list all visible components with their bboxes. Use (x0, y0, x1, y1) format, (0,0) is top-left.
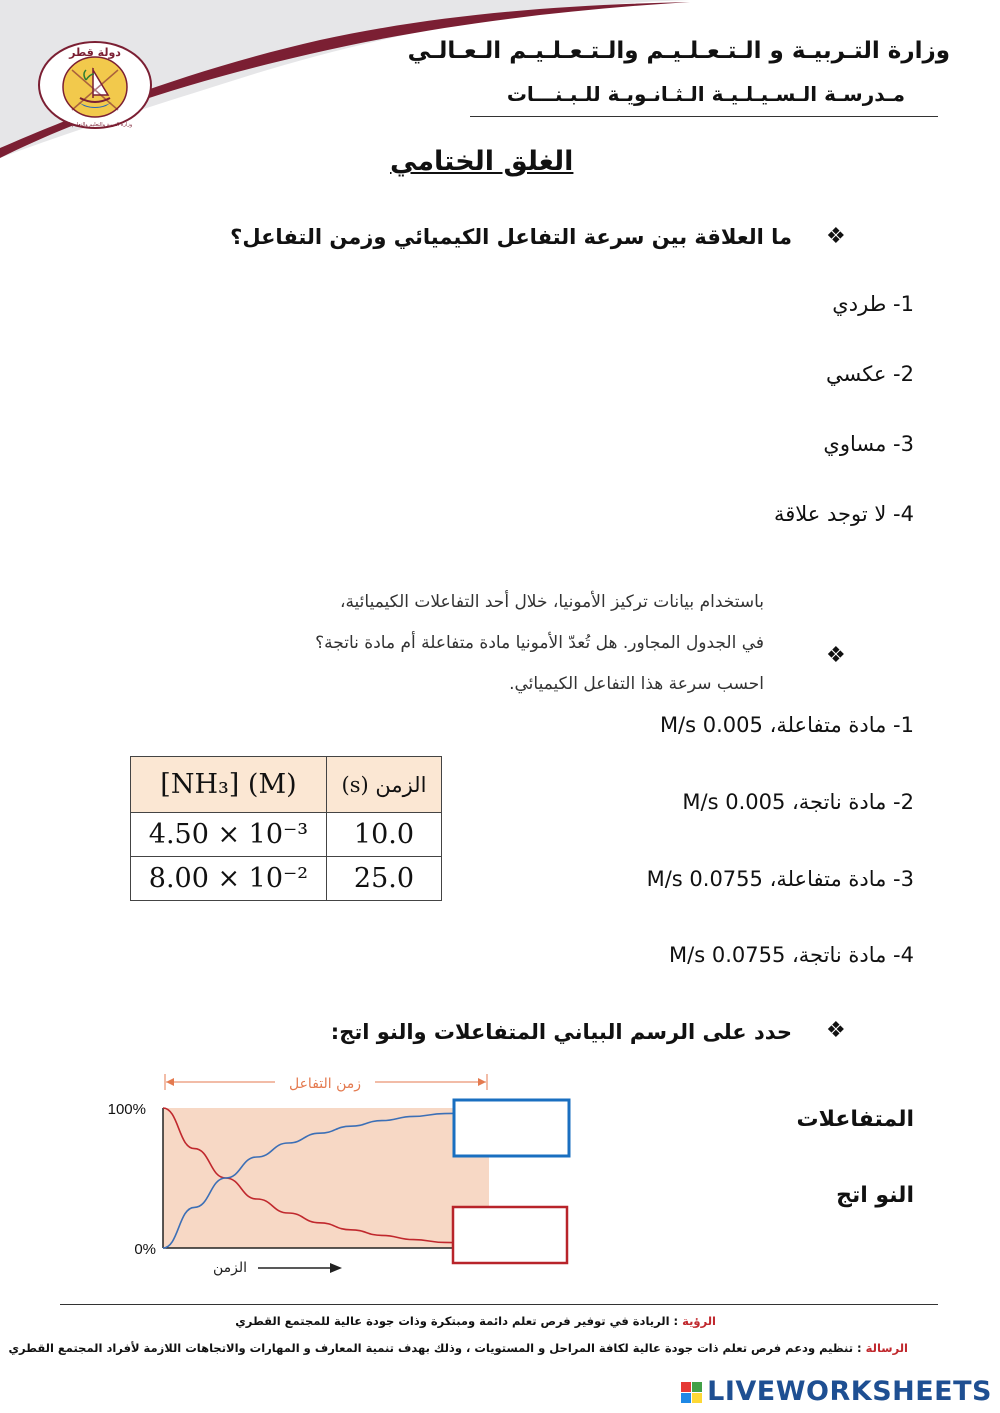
brand-text: LIVEWORKSHEETS (707, 1376, 992, 1407)
table-header-time: الزمن (s) (326, 757, 441, 813)
q1-option-4[interactable]: 4- لا توجد علاقة (773, 502, 914, 526)
q1-option-1[interactable]: 1- طردي (832, 292, 914, 316)
question1-text: ما العلاقة بين سرعة التفاعل الكيميائي وزمن التفاعل؟ (230, 225, 792, 249)
bracket-arrow-right (478, 1078, 486, 1086)
vision-text: : الريادة في توفير فرص تعلم دائمة ومبتكرة وذات جودة عالية للمجتمع القطري (235, 1314, 679, 1328)
logo-text-top: دولة قطر (69, 46, 121, 59)
table-row (131, 857, 442, 901)
q1-option-3[interactable]: 3- مساوي (823, 432, 914, 456)
answer-box-products[interactable] (453, 1207, 567, 1263)
label-reactants: المتفاعلات (796, 1107, 914, 1132)
liveworksheets-brand[interactable] (681, 1376, 992, 1407)
question2-line-2: في الجدول المجاور. هل تُعدّ الأمونيا مادة متفاعلة أم مادة ناتجة؟ (315, 633, 764, 653)
bullet-icon: ❖ (826, 224, 846, 249)
ministry-name: وزارة التـربيـة و الـتـعـلـيـم والـتـعـلـيـم الـعـالـي (407, 38, 950, 64)
vision-label: الرؤية (682, 1314, 716, 1328)
liveworksheets-logo-icon (681, 1382, 703, 1404)
table-cell: 10.0 (326, 813, 441, 857)
school-name: مـدرسـة الـسـيـلـيـة الـثـانـويـة للـبـنـــات (506, 82, 905, 106)
footer-vision (235, 1314, 716, 1328)
footer-divider (60, 1304, 938, 1305)
mission-label: الرسالة (865, 1341, 908, 1355)
bracket-arrow-left (166, 1078, 174, 1086)
bullet-icon: ❖ (826, 1018, 846, 1043)
question2-line-3: احسب سرعة هذا التفاعل الكيميائي. (509, 674, 764, 694)
table-header-concentration: [NH₃] (M) (131, 757, 327, 813)
reaction-time-shade (163, 1108, 489, 1248)
question3-text: حدد على الرسم البياني المتفاعلات والنو اتج: (330, 1020, 792, 1044)
question2-line-1: باستخدام بيانات تركيز الأمونيا، خلال أحد التفاعلات الكيميائية، (339, 592, 764, 612)
q2-option-4[interactable]: 4- مادة ناتجة، 0.0755 M/s (669, 943, 914, 967)
bullet-icon: ❖ (826, 643, 846, 668)
logo-text-bottom: وزارة التربية والتعليم والتعليم العالي (57, 122, 133, 128)
q2-option-3[interactable]: 3- مادة متفاعلة، 0.0755 M/s (646, 867, 914, 891)
label-products: النو اتج (836, 1183, 914, 1208)
qatar-ministry-logo (36, 40, 154, 130)
ammonia-table (130, 756, 442, 901)
y-tick-label-bottom: 0% (134, 1241, 156, 1258)
table-cell: 25.0 (326, 857, 441, 901)
mission-text: : تنظيم ودعم فرص تعلم ذات جودة عالية لكافة المراحل و المستويات ، وذلك بهدف تنمية المعارف و المهارات والاتجاهات اللازمة لأفراد المجتمع القطري (8, 1341, 862, 1355)
table-cell: 4.50 × 10⁻³ (131, 813, 327, 857)
header-divider (470, 116, 938, 117)
q2-option-2[interactable]: 2- مادة ناتجة، 0.005 M/s (682, 790, 914, 814)
table-cell: 8.00 × 10⁻² (131, 857, 327, 901)
q2-option-1[interactable]: 1- مادة متفاعلة، 0.005 M/s (659, 713, 914, 737)
y-tick-label-top: 100% (107, 1101, 146, 1118)
footer-mission (8, 1341, 908, 1355)
reaction-chart (80, 1066, 600, 1281)
answer-box-reactants[interactable] (454, 1100, 569, 1156)
table-row (131, 813, 442, 857)
page-title: الغلق الختامي (390, 146, 574, 177)
x-axis-label: الزمن (212, 1260, 248, 1276)
question2-text (315, 582, 764, 705)
q1-option-2[interactable]: 2- عكسي (826, 362, 914, 386)
time-arrow-head (330, 1263, 342, 1273)
chart-title: زمن التفاعل (288, 1076, 362, 1092)
